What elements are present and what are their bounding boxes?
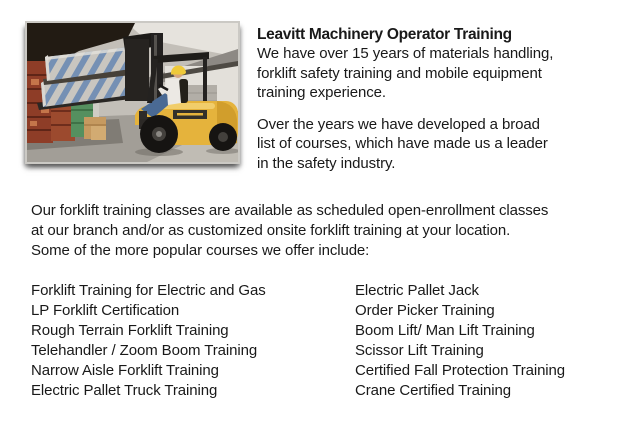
intro-paragraph-line: Some of the more popular courses we offer include: bbox=[31, 242, 370, 259]
intro-paragraph-line: Our forklift training classes are available as scheduled open-enrollment classes bbox=[31, 202, 549, 219]
forklift-photo bbox=[25, 21, 240, 164]
hero-paragraph-1-line: forklift safety training and mobile equipment bbox=[257, 64, 542, 82]
hero-paragraph-2-line: in the safety industry. bbox=[257, 154, 396, 172]
hero-paragraph-2-line: list of courses, which have made us a leader bbox=[257, 135, 548, 153]
hero-paragraph-1 bbox=[257, 44, 602, 102]
forklift-photo-illustration bbox=[27, 23, 238, 162]
course-item: Electric Pallet Truck Training bbox=[31, 382, 218, 399]
hero-paragraph-1-line: We have over 15 years of materials handling, bbox=[257, 45, 554, 63]
course-item: Telehandler / Zoom Boom Training bbox=[31, 342, 258, 359]
course-item: Forklift Training for Electric and Gas bbox=[31, 282, 266, 299]
page-title: Leavitt Machinery Operator Training bbox=[257, 26, 512, 43]
course-list-left bbox=[31, 281, 266, 401]
course-item: Boom Lift/ Man Lift Training bbox=[355, 322, 535, 339]
hero-paragraph-2-line: Over the years we have developed a broad bbox=[257, 116, 540, 134]
course-item: Order Picker Training bbox=[355, 302, 495, 319]
course-item: Certified Fall Protection Training bbox=[355, 362, 566, 379]
hero-text-block bbox=[257, 25, 602, 173]
course-item: LP Forklift Certification bbox=[31, 302, 180, 319]
course-item: Scissor Lift Training bbox=[355, 342, 484, 359]
course-list-right bbox=[355, 281, 565, 401]
hero-paragraph-1-line: training experience. bbox=[257, 83, 386, 101]
course-item: Narrow Aisle Forklift Training bbox=[31, 362, 219, 379]
hero-paragraph-2 bbox=[257, 115, 602, 173]
intro-paragraph-line: at our branch and/or as customized onsite forklift training at your location. bbox=[31, 222, 511, 239]
course-item: Rough Terrain Forklift Training bbox=[31, 322, 229, 339]
intro-paragraph bbox=[31, 201, 548, 261]
course-item: Electric Pallet Jack bbox=[355, 282, 479, 299]
course-item: Crane Certified Training bbox=[355, 382, 512, 399]
